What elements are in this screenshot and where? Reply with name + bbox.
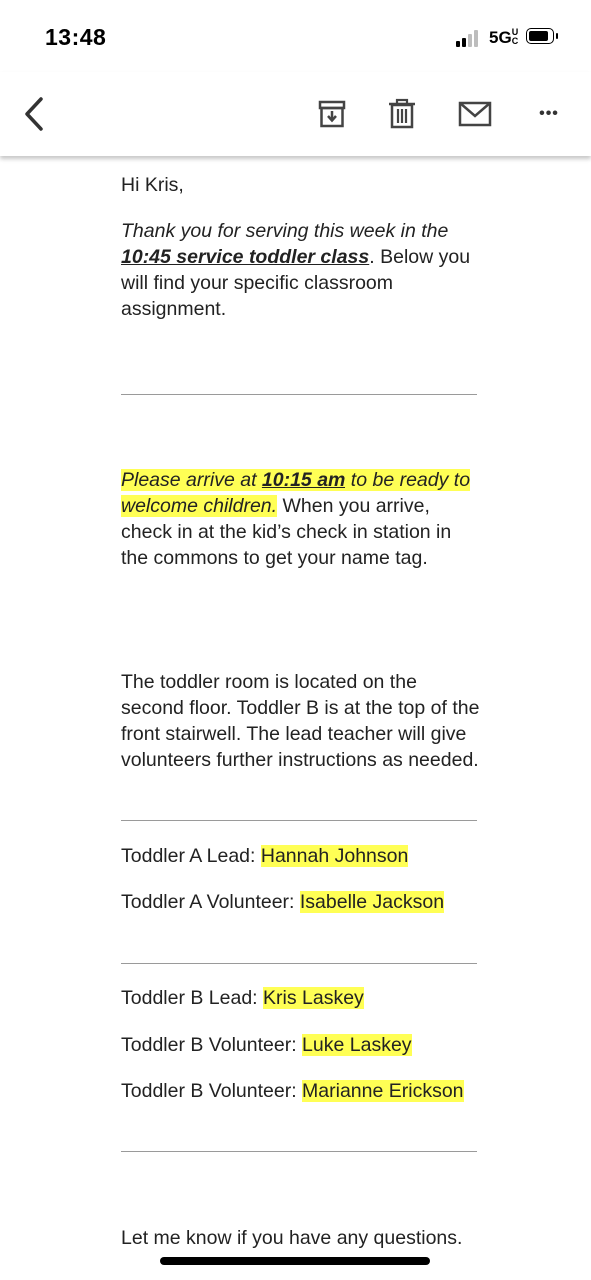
divider — [121, 394, 477, 395]
trash-icon — [386, 98, 418, 130]
assignment-row: Toddler B Lead: Kris Laskey — [121, 987, 364, 1009]
assignee-name: Marianne Erickson — [302, 1080, 464, 1102]
assignee-name: Luke Laskey — [302, 1034, 412, 1056]
signal-strength-icon — [456, 29, 484, 47]
home-indicator[interactable] — [160, 1257, 430, 1265]
mail-icon — [458, 100, 492, 128]
arrival-paragraph: Please arrive at 10:15 am to be ready to welcome children. When you arrive, check in at the kid’s check in station in the commons to get your name tag. — [121, 469, 471, 569]
status-time: 13:48 — [45, 24, 107, 50]
assignment-row: Toddler A Volunteer: Isabelle Jackson — [121, 891, 445, 913]
archive-icon — [316, 98, 348, 130]
divider — [121, 1151, 477, 1152]
intro-paragraph: Thank you for serving this week in the 10:45 service toddler class. Below you will find your specific classroom assignment. — [121, 220, 471, 320]
assignment-row: Toddler B Volunteer: Luke Laskey — [121, 1034, 412, 1056]
mail-toolbar — [0, 72, 591, 156]
divider — [121, 963, 477, 964]
delete-button[interactable] — [380, 92, 424, 136]
arrival-time: 10:15 am — [261, 469, 346, 491]
back-chevron-icon — [23, 97, 45, 131]
assignee-name: Isabelle Jackson — [299, 891, 445, 913]
network-type: 5GUC — [489, 27, 519, 47]
assignee-name: Hannah Johnson — [260, 845, 409, 867]
status-bar — [0, 0, 591, 72]
service-class-link: 10:45 service toddler class — [121, 246, 370, 268]
assignment-row: Toddler B Volunteer: Marianne Erickson — [121, 1080, 464, 1102]
archive-button[interactable] — [310, 92, 354, 136]
assignee-name: Kris Laskey — [263, 987, 364, 1009]
battery-icon — [526, 28, 558, 46]
assignment-row: Toddler A Lead: Hannah Johnson — [121, 845, 409, 867]
divider — [121, 820, 477, 821]
location-paragraph: The toddler room is located on the second floor. Toddler B is at the top of the front stairwell. The lead teacher will give volunteers further instructions as needed. — [121, 671, 480, 771]
more-icon: ••• — [539, 105, 559, 122]
greeting: Hi Kris, — [121, 174, 184, 196]
more-button[interactable] — [528, 92, 570, 136]
mark-unread-button[interactable] — [452, 92, 498, 136]
closing-paragraph: Let me know if you have any questions. — [121, 1227, 463, 1249]
back-button[interactable] — [14, 92, 54, 136]
